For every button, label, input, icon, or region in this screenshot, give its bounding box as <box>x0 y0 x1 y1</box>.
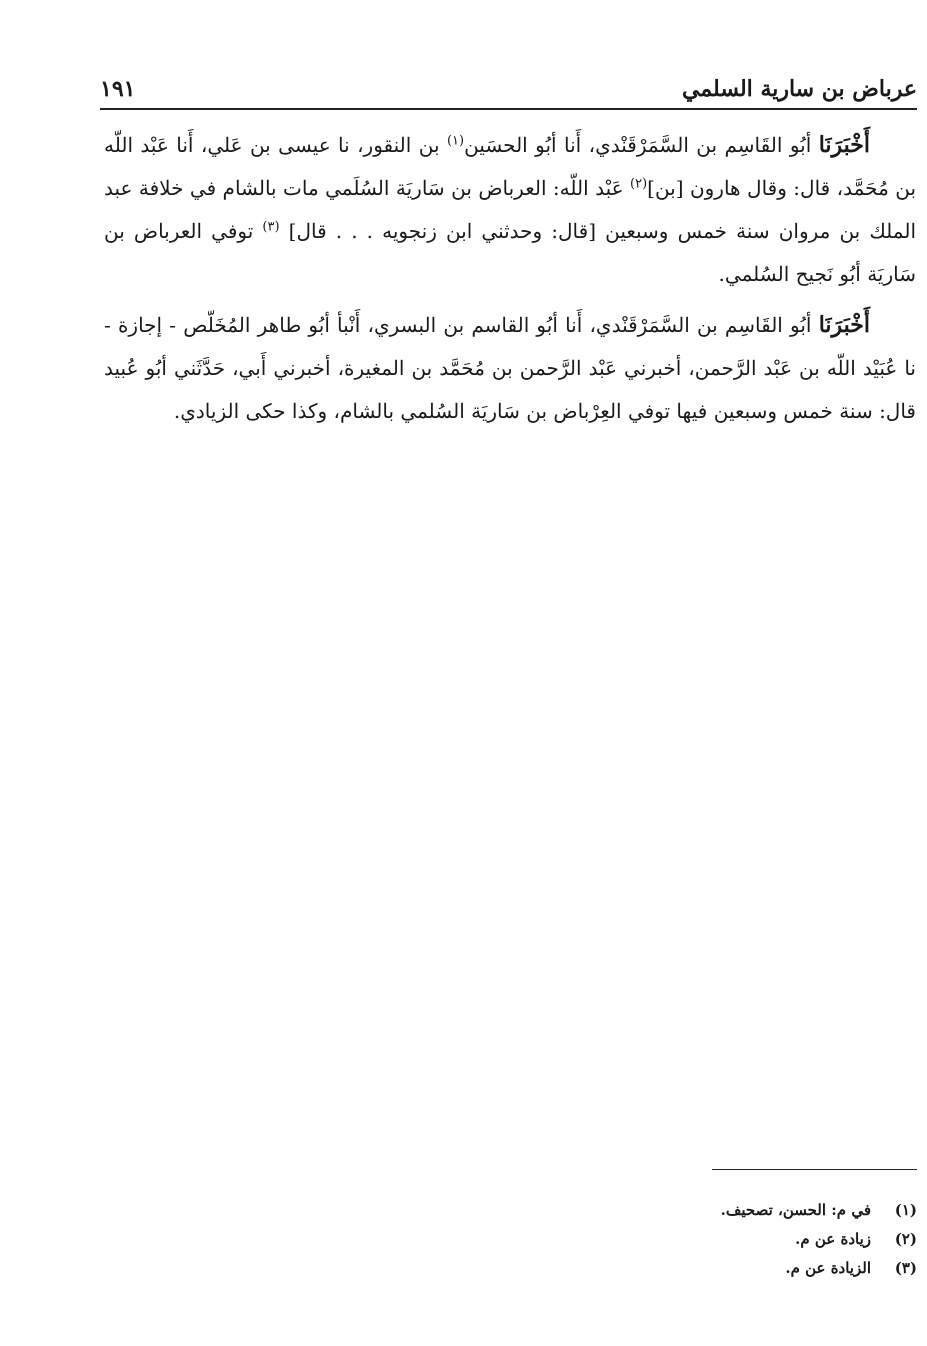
paragraph-lead-word: أَخْبَرَنَا <box>818 132 871 158</box>
footnotes <box>417 1196 917 1283</box>
footnote-reference: (٣) <box>262 219 280 235</box>
footnote-number: (٢) <box>894 1230 917 1248</box>
footnote-item <box>417 1225 917 1254</box>
footnote-reference: (٢) <box>630 176 648 192</box>
page-number: ١٩١ <box>100 76 136 102</box>
paragraph-2 <box>104 304 916 433</box>
paragraph-text: عَبْد اللّه: العرباض بن سَاريَة السُلَمي مات بالشام في خلافة عبد الملك بن مروان سنة خمس وسبعين [قال: وحدثني ابن زنجويه . . . قال] <box>104 176 917 243</box>
header-divider <box>100 108 917 110</box>
footnote-item <box>417 1196 917 1225</box>
footnote-divider <box>712 1169 917 1170</box>
footnote-number: (١) <box>894 1201 917 1219</box>
paragraph-text: توفي العرباض بن سَاريَة أبُو نَجيح السُلمي. <box>104 219 916 286</box>
page-header <box>100 70 917 110</box>
main-text <box>104 124 916 441</box>
footnote-number: (٣) <box>894 1259 917 1277</box>
paragraph-text: أبُو القَاسِم بن السَّمَرْقَنْدي، أَنا أبُو القاسم بن البسري، أَنْبأ أبُو طاهر المُخَلّص - إجازة - نا عُبَيْد اللّه بن عَبْد الرَّحمن، أخبرني عَبْد الرَّحمن بن مُحَمَّد بن المغيرة، أخبرني أَبي، حَدَّثَني أبُو عُبيد قال: سنة خمس وسبعين فيها توفي العِرْباض بن سَاريَة السُلمي بالشام، وكذا حكى الزيادي. <box>104 313 916 423</box>
footnote-text: زيادة عن م. <box>795 1230 871 1248</box>
running-title: عرباض بن سارية السلمي <box>682 76 917 102</box>
footnote-item <box>417 1254 917 1283</box>
footnote-text: في م: الحسن، تصحيف. <box>720 1201 871 1219</box>
paragraph-lead-word: أَخْبَرَنَا <box>818 312 871 338</box>
paragraph-text: أبُو القَاسِم بن السَّمَرْقَنْدي، أَنا أبُو الحسَين <box>464 133 812 157</box>
footnote-reference: (١) <box>446 133 465 149</box>
paragraph-text: بن النقور، نا عيسى بن عَلي، أَنا عَبْد اللّه بن مُحَمَّد، قال: وقال هارون [بن] <box>104 133 917 200</box>
footnote-text: الزيادة عن م. <box>785 1259 871 1277</box>
paragraph-1 <box>104 124 916 296</box>
